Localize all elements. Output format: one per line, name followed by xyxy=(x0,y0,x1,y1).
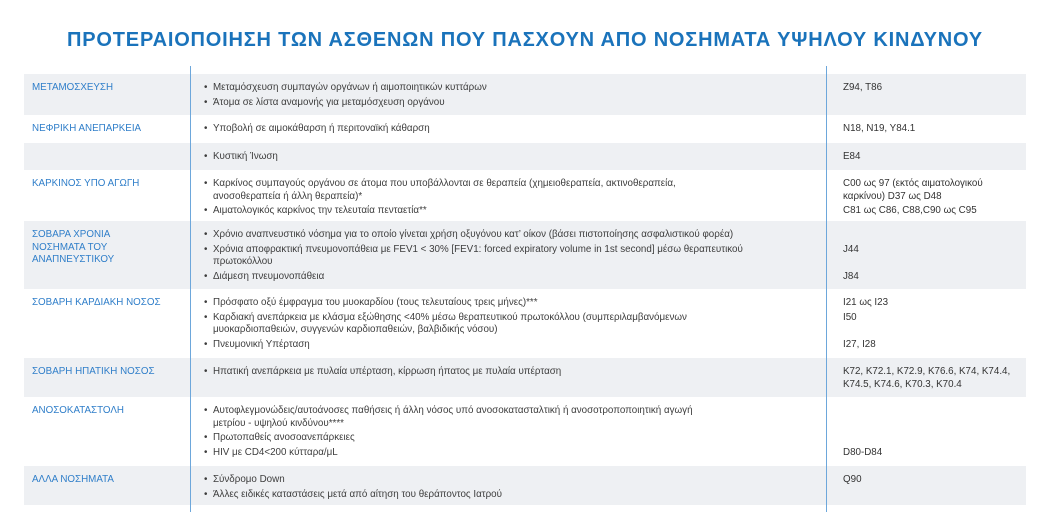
column-divider-left xyxy=(190,66,191,512)
condition-text-line xyxy=(204,97,826,110)
icd10-codes-cell xyxy=(826,312,1026,337)
condition-entry xyxy=(190,432,1026,445)
column-divider-right xyxy=(826,66,827,512)
condition-entry xyxy=(190,339,1026,352)
conditions-cell xyxy=(190,170,1026,221)
icd10-code: D80-D84 xyxy=(843,446,883,458)
condition-text: Καρδιακή ανεπάρκεια με κλάσμα εξώθησης <40% μέσω θεραπευτικού πρωτοκόλλου (συμπεριλαμβανόμενων xyxy=(213,311,687,323)
condition-entry xyxy=(190,178,1026,203)
conditions-cell xyxy=(190,358,1026,397)
bullet-marker xyxy=(204,229,213,242)
icd10-code: K74.5, K74.6, K70.3, K70.4 xyxy=(843,378,962,390)
condition-text-continuation xyxy=(204,256,826,269)
category-cell xyxy=(24,170,190,221)
bullet-marker xyxy=(204,405,213,418)
condition-text: Πρόσφατο οξύ έμφραγμα του μυοκαρδίου (τους τελευταίους τρεις μήνες)*** xyxy=(213,297,538,308)
condition-entry xyxy=(190,82,1026,95)
category-label: ΑΝΟΣΟΚΑΤΑΣΤΟΛΗ xyxy=(32,405,124,416)
conditions-cell xyxy=(190,74,1026,115)
icd10-codes-cell xyxy=(826,178,1026,203)
condition-text: Κυστική Ίνωση xyxy=(213,151,278,162)
table-row xyxy=(24,358,1026,397)
conditions-cell xyxy=(190,143,1026,170)
bullet-marker xyxy=(204,474,213,487)
icd10-codes-cell xyxy=(826,447,1026,460)
condition-description xyxy=(190,229,826,242)
condition-text-line xyxy=(204,244,826,257)
condition-description xyxy=(190,474,826,487)
condition-entry xyxy=(190,312,1026,337)
bullet-marker xyxy=(204,312,213,325)
conditions-cell xyxy=(190,221,1026,289)
icd10-codes-cell xyxy=(826,271,1026,284)
bullet-marker xyxy=(204,244,213,257)
bullet-marker xyxy=(204,205,213,218)
category-label: ΣΟΒΑΡΑ ΧΡΟΝΙΑ xyxy=(32,229,111,240)
icd10-codes-cell xyxy=(826,151,1026,164)
condition-text-line xyxy=(204,432,826,445)
icd10-code: N18, N19, Y84.1 xyxy=(843,123,916,134)
condition-text-line xyxy=(204,178,826,191)
icd10-code: I27, I28 xyxy=(843,338,876,350)
bullet-marker xyxy=(204,339,213,352)
condition-description xyxy=(190,271,826,284)
table-row xyxy=(24,289,1026,358)
icd10-codes-cell xyxy=(826,205,1026,218)
bullet-marker xyxy=(204,178,213,191)
condition-text: Χρόνιο αναπνευστικό νόσημα για το οποίο γίνεται χρήση οξυγόνου κατ’ οίκον (βάσει πιστοποίησης ασφαλιστικού φορέα) xyxy=(213,229,734,240)
icd10-code: E84 xyxy=(843,151,861,162)
condition-description xyxy=(190,405,826,430)
condition-text: Χρόνια αποφρακτική πνευμονοπάθεια με FEV1 < 30% [FEV1: forced expiratory volume in 1st second] μέσω θεραπευτικού xyxy=(213,243,743,255)
condition-description xyxy=(190,339,826,352)
condition-entry xyxy=(190,489,1026,502)
category-cell xyxy=(24,466,190,505)
condition-text-line xyxy=(204,297,826,310)
icd10-code: I21 ως I23 xyxy=(843,297,889,308)
condition-text-line xyxy=(204,205,826,218)
icd10-codes-cell xyxy=(826,297,1026,310)
condition-text-line xyxy=(204,123,826,136)
condition-description xyxy=(190,151,826,164)
conditions-cell xyxy=(190,289,1026,358)
condition-description xyxy=(190,97,826,110)
bullet-marker xyxy=(204,123,213,136)
conditions-cell xyxy=(190,397,1026,466)
table-row xyxy=(24,170,1026,221)
condition-text: Πνευμονική Υπέρταση xyxy=(213,338,310,350)
condition-text: Αιματολογικός καρκίνος την τελευταία πενταετία** xyxy=(213,205,427,216)
category-label: ΣΟΒΑΡΗ ΚΑΡΔΙΑΚΗ ΝΟΣΟΣ xyxy=(32,297,161,308)
condition-text-line xyxy=(204,474,826,487)
icd10-codes-cell xyxy=(826,405,1026,430)
condition-text: Άτομα σε λίστα αναμονής για μεταμόσχευση οργάνου xyxy=(213,96,445,108)
condition-description xyxy=(190,244,826,269)
category-cell xyxy=(24,115,190,143)
condition-text: Διάμεση πνευμονοπάθεια xyxy=(213,270,325,282)
bullet-marker xyxy=(204,82,213,95)
page-title: ΠΡΟΤΕΡΑΙΟΠΟΙΗΣΗ ΤΩΝ ΑΣΘΕΝΩΝ ΠΟΥ ΠΑΣΧΟΥΝ ΑΠΟ ΝΟΣΗΜΑΤΑ ΥΨΗΛΟΥ ΚΙΝΔΥΝΟΥ xyxy=(67,29,983,51)
condition-description xyxy=(190,297,826,310)
icd10-codes-cell xyxy=(826,339,1026,352)
category-cell xyxy=(24,358,190,397)
bullet-marker xyxy=(204,271,213,284)
bullet-marker xyxy=(204,297,213,310)
category-label: ΑΝΑΠΝΕΥΣΤΙΚΟΥ xyxy=(32,254,115,265)
icd10-codes-cell xyxy=(826,432,1026,445)
category-cell xyxy=(24,221,190,289)
condition-entry xyxy=(190,271,1026,284)
condition-entry xyxy=(190,474,1026,487)
condition-text: Σύνδρομο Down xyxy=(213,474,285,485)
table-row xyxy=(24,397,1026,466)
condition-text: Υποβολή σε αιμοκάθαρση ή περιτοναϊκή κάθαρση xyxy=(213,123,430,134)
bullet-marker xyxy=(204,489,213,502)
condition-text: Πρωτοπαθείς ανοσοανεπάρκειες xyxy=(213,432,355,443)
condition-text-continuation xyxy=(204,191,826,204)
icd10-code: J44 xyxy=(843,243,859,255)
condition-entry xyxy=(190,244,1026,269)
condition-text-line xyxy=(204,151,826,164)
condition-text: Άλλες ειδικές καταστάσεις μετά από αίτηση του θεράποντος Ιατρού xyxy=(213,488,502,500)
icd10-codes-cell xyxy=(826,366,1026,391)
condition-description xyxy=(190,178,826,203)
icd10-codes-cell xyxy=(826,474,1026,487)
condition-text-line xyxy=(204,312,826,325)
condition-description xyxy=(190,447,826,460)
condition-entry xyxy=(190,229,1026,242)
category-cell xyxy=(24,289,190,358)
conditions-cell xyxy=(190,115,1026,143)
condition-text: HIV με CD4<200 κύτταρα/μL xyxy=(213,446,338,458)
condition-description xyxy=(190,205,826,218)
condition-entry xyxy=(190,97,1026,110)
condition-text: Ηπατική ανεπάρκεια με πυλαία υπέρταση, κίρρωση ήπατος με πυλαία υπέρταση xyxy=(213,366,562,377)
icd10-codes-cell xyxy=(826,244,1026,269)
table-row xyxy=(24,115,1026,143)
condition-text-line xyxy=(204,447,826,460)
table-row xyxy=(24,466,1026,505)
icd10-code: Q90 xyxy=(843,474,862,485)
conditions-cell xyxy=(190,466,1026,505)
condition-entry xyxy=(190,297,1026,310)
condition-text-line xyxy=(204,366,826,379)
risk-conditions-table xyxy=(24,74,1026,505)
bullet-marker xyxy=(204,151,213,164)
category-cell xyxy=(24,397,190,466)
table-row xyxy=(24,221,1026,289)
icd10-codes-cell xyxy=(826,123,1026,136)
condition-text: Αυτοφλεγμονώδεις/αυτοάνοσες παθήσεις ή άλλη νόσος υπό ανοσοκατασταλτική ή ανοσοτροποποιητική αγωγή xyxy=(213,405,693,416)
condition-text: μετρίου - υψηλού κινδύνου**** xyxy=(213,417,344,429)
category-cell xyxy=(24,143,190,170)
condition-description xyxy=(190,432,826,445)
condition-description xyxy=(190,366,826,391)
bullet-marker xyxy=(204,447,213,460)
condition-entry xyxy=(190,366,1026,391)
icd10-code: J84 xyxy=(843,270,859,282)
condition-entry xyxy=(190,123,1026,136)
icd10-code: καρκίνου) D37 ως D48 xyxy=(843,190,942,202)
category-label: ΝΟΣΗΜΑΤΑ ΤΟΥ xyxy=(32,241,108,253)
category-label: ΜΕΤΑΜΟΣΧΕΥΣΗ xyxy=(32,82,114,93)
icd10-code: I50 xyxy=(843,311,857,323)
category-label: ΚΑΡΚΙΝΟΣ ΥΠΟ ΑΓΩΓΗ xyxy=(32,178,140,189)
table-row xyxy=(24,143,1026,170)
condition-description xyxy=(190,489,826,502)
category-label: ΝΕΦΡΙΚΗ ΑΝΕΠΑΡΚΕΙΑ xyxy=(32,123,142,134)
condition-text-line xyxy=(204,271,826,284)
condition-text-line xyxy=(204,339,826,352)
condition-text: μυοκαρδιοπαθειών, συγγενών καρδιοπαθειών, βαλβιδικής νόσου) xyxy=(213,324,498,335)
icd10-code: C00 ως 97 (εκτός αιματολογικού xyxy=(843,178,983,189)
bullet-marker xyxy=(204,97,213,110)
condition-text: ανοσοθεραπεία ή άλλη θεραπεία)* xyxy=(213,190,363,202)
condition-entry xyxy=(190,405,1026,430)
icd10-code: C81 ως C86, C88,C90 ως C95 xyxy=(843,205,977,216)
condition-text-continuation xyxy=(204,324,826,337)
category-cell xyxy=(24,74,190,115)
condition-entry xyxy=(190,151,1026,164)
icd10-code: Z94, T86 xyxy=(843,82,883,93)
icd10-codes-cell xyxy=(826,229,1026,242)
category-label: ΑΛΛΑ ΝΟΣΗΜΑΤΑ xyxy=(32,474,114,485)
condition-description xyxy=(190,82,826,95)
condition-entry xyxy=(190,205,1026,218)
condition-text-continuation xyxy=(204,418,826,431)
icd10-code: K72, K72.1, K72.9, K76.6, K74, K74.4, xyxy=(843,366,1011,377)
condition-description xyxy=(190,312,826,337)
icd10-codes-cell xyxy=(826,97,1026,110)
condition-entry xyxy=(190,447,1026,460)
condition-text: πρωτοκόλλου xyxy=(213,256,273,267)
bullet-marker xyxy=(204,366,213,379)
category-label: ΣΟΒΑΡΗ ΗΠΑΤΙΚΗ ΝΟΣΟΣ xyxy=(32,366,155,377)
condition-text-line xyxy=(204,405,826,418)
condition-description xyxy=(190,123,826,136)
condition-text-line xyxy=(204,229,826,242)
bullet-marker xyxy=(204,432,213,445)
condition-text: Μεταμόσχευση συμπαγών οργάνων ή αιμοποιητικών κυττάρων xyxy=(213,82,487,93)
condition-text-line xyxy=(204,489,826,502)
condition-text: Καρκίνος συμπαγούς οργάνου σε άτομα που υποβάλλονται σε θεραπεία (χημειοθεραπεία, ακτινοθεραπεία, xyxy=(213,178,676,189)
icd10-codes-cell xyxy=(826,489,1026,502)
condition-text-line xyxy=(204,82,826,95)
icd10-codes-cell xyxy=(826,82,1026,95)
table-row xyxy=(24,74,1026,115)
